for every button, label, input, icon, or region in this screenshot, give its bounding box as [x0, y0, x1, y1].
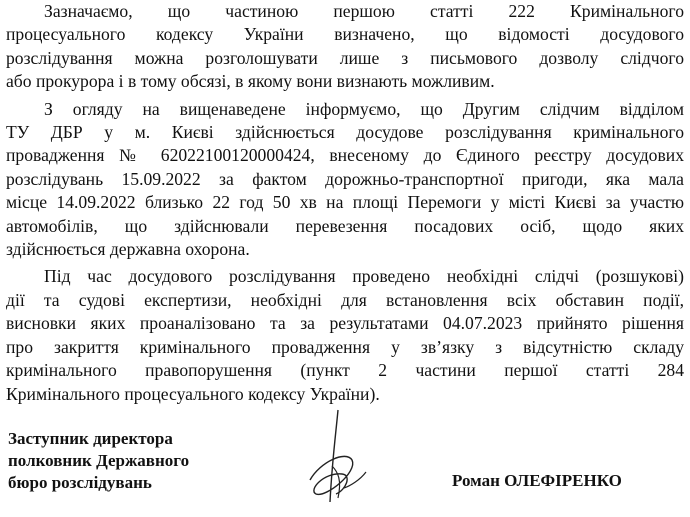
text-line: процесуального кодексу України визначено, що відомості досудового [6, 24, 684, 45]
text-line: або прокурора і в тому обсязі, в якому вони визнають можливим. [6, 71, 495, 92]
text-line: провадження № 62022100120000424, внесеному до Єдиного реєстру досудових [6, 145, 684, 166]
text-line: місце 14.09.2022 близько 22 год 50 хв на площі Перемоги у місті Києві за участю [6, 192, 684, 213]
text-line: Зазначаємо, що частиною першою статті 222 Кримінального [44, 1, 684, 21]
text-line: автомобілів, що здійснювали перевезення посадових осіб, щодо яких [6, 215, 684, 236]
text-line: кримінального правопорушення (пункт 2 частини першої статті 284 [6, 360, 684, 381]
signatory-title-line: бюро розслідувань [8, 473, 152, 492]
signatory-title [8, 428, 189, 494]
text-line: висновки яких проаналізовано та за результатами 04.07.2023 прийнято рішення [6, 313, 684, 334]
text-line: Під час досудового розслідування проведено необхідні слідчі (розшукові) [44, 266, 684, 287]
paragraph-1 [6, 0, 684, 94]
text-line: дії та судові експертизи, необхідні для встановлення всіх обставин події, [6, 289, 684, 310]
document-body [6, 0, 684, 406]
paragraph-2 [6, 98, 684, 262]
signer-name: Роман ОЛЕФІРЕНКО [452, 471, 622, 490]
text-line: розслідувань 15.09.2022 за фактом дорожньо-транспортної пригоди, яка мала [6, 168, 684, 189]
text-line: Кримінального процесуального кодексу України). [6, 383, 380, 404]
text-line: про закриття кримінального провадження у зв’язку з відсутністю складу [6, 336, 684, 357]
text-line: З огляду на вищенаведене інформуємо, що Другим слідчим відділом [44, 98, 684, 119]
handwritten-signature [286, 402, 386, 512]
text-line: ТУ ДБР у м. Києві здійснюється досудове розслідування кримінального [6, 122, 684, 143]
signatory-title-line: полковник Державного [8, 451, 190, 470]
text-line: розслідування можна розголошувати лише з письмового дозволу слідчого [6, 47, 684, 68]
text-line: здійснюється державна охорона. [6, 239, 250, 260]
signatory-title-line: Заступник директора [8, 429, 173, 448]
paragraph-3 [6, 265, 684, 405]
